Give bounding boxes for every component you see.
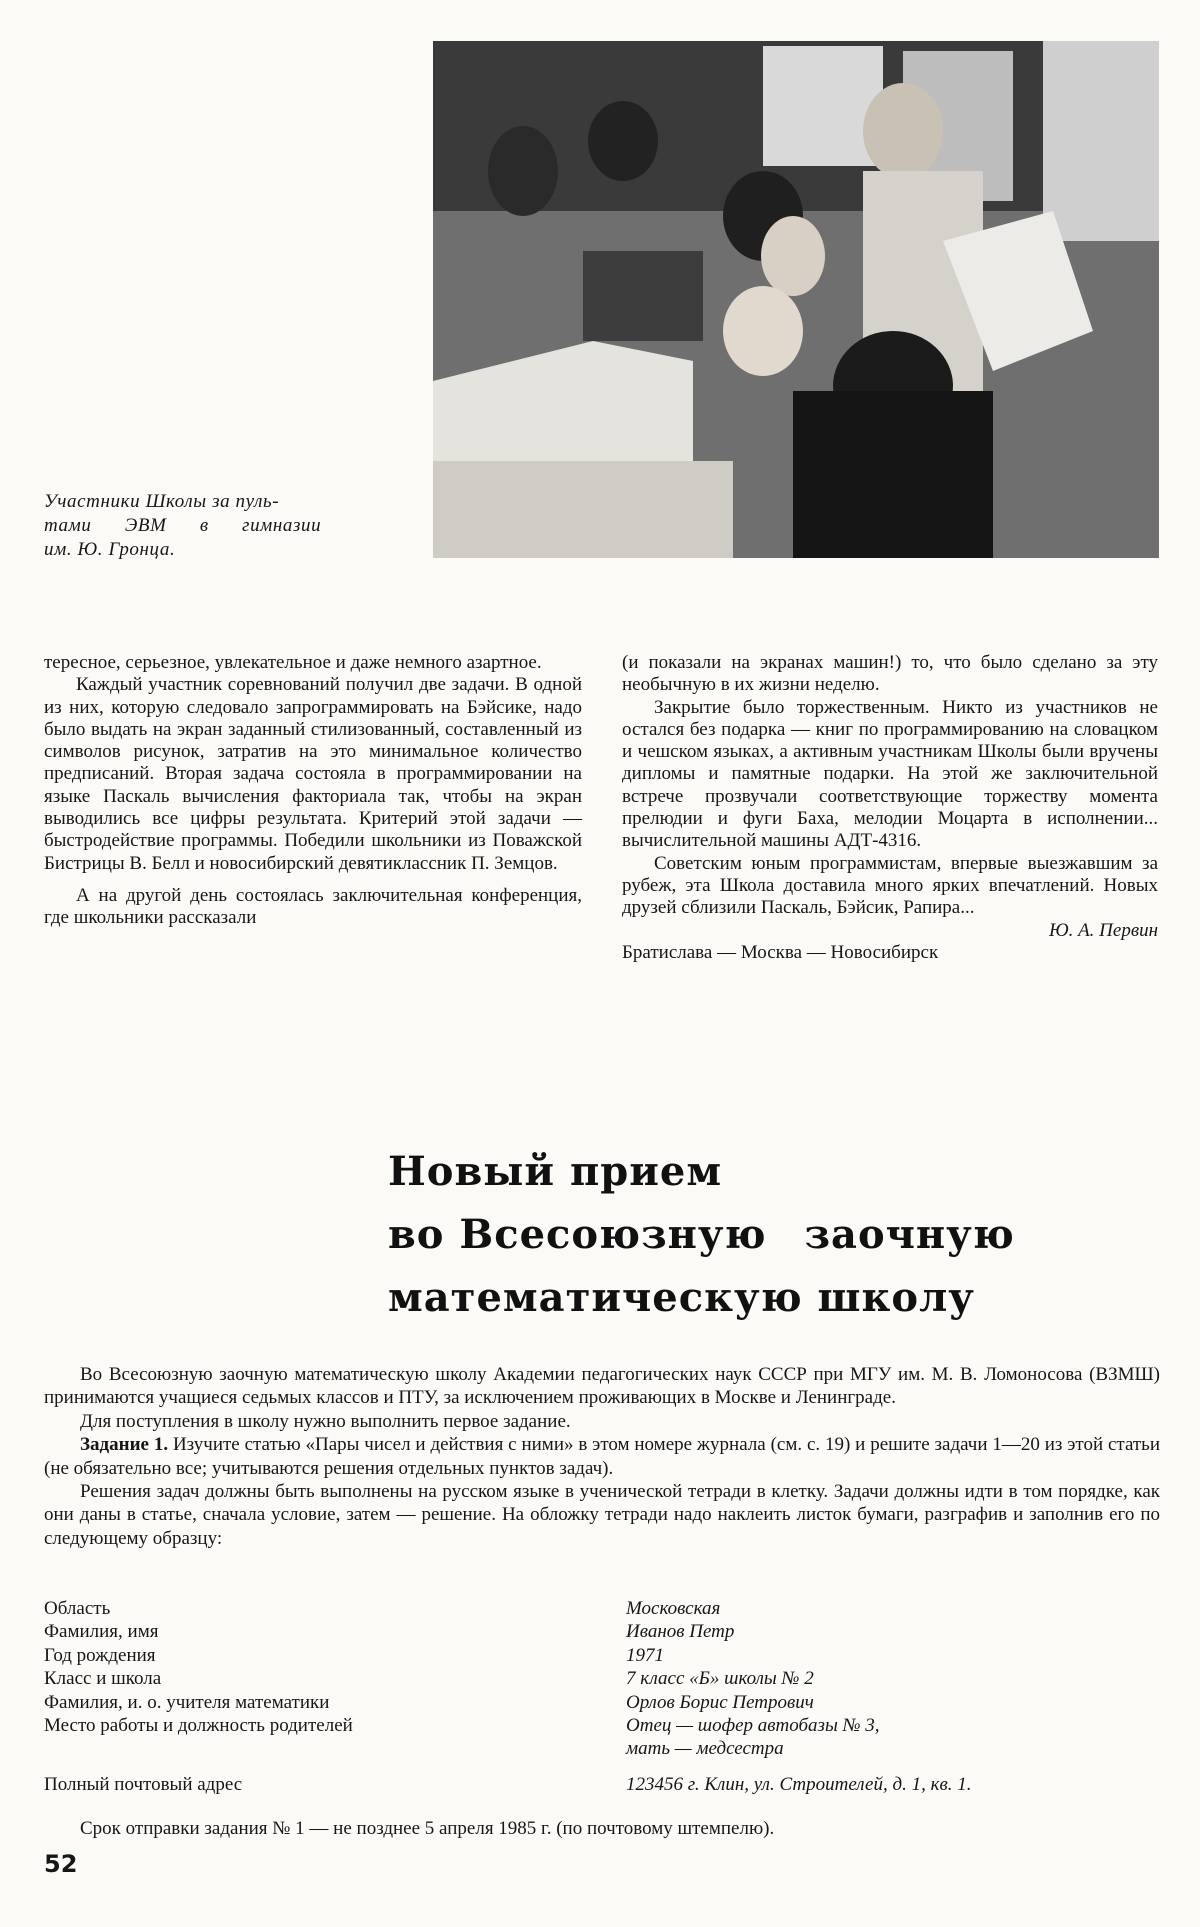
headline-line: Новый прием [388,1148,723,1195]
form-row [44,1597,1160,1620]
paragraph: (и показали на экранах машин!) то, что было сделано за эту необычную в их жизни неделю. [622,652,1158,696]
paragraph: Каждый участник соревнований получил две задачи. В одной из них, которую следовало запрограммировать на Бэйсике, надо было выдать на экран заданный стилизованный, составленный из символов рисунок, затратив на это минимальное количество предписаний. Вторая задача состояла в программировании на языке Паскаль вычисления факториала так, чтобы на экран выводились все цифры результата. Критерий этой задачи — быстродействие программы. Победили школьники из Поважской Бистрицы В. Белл и новосибирский девятиклассник П. Земцов. [44,674,582,874]
task-text: Изучите статью «Пары чисел и действия с ними» в этом номере журнала (см. с. 19) и решите задачи 1—20 из этой статьи (не обязательно все; учитываются решения отдельных пунктов задач). [44,1434,1161,1479]
form-label: Полный почтовый адрес [44,1773,243,1795]
caption-line: Участники Школы за пуль- [44,491,280,512]
paragraph: Во Всесоюзную заочную математическую школу Академии педагогических наук СССР при МГУ им. М. В. Ломоносова (ВЗМШ) принимаются учащиеся седьмых классов и ПТУ, за исключением проживающих в Москве и Ленинграде. [44,1364,1160,1409]
form-row [44,1644,1160,1667]
headline-line [388,1203,1088,1266]
form-row [44,1737,1160,1760]
form-row [44,1667,1160,1690]
form-value: Орлов Борис Петрович [626,1691,814,1713]
form-label: Фамилия, и. о. учителя математики [44,1691,330,1713]
caption-line: им. Ю. Гронца. [44,539,176,560]
sample-form [44,1597,1160,1796]
deadline-note: Срок отправки задания № 1 — не позднее 5 апреля 1985 г. (по почтовому штемпелю). [80,1818,775,1839]
paragraph: Решения задач должны быть выполнены на русском языке в ученической тетради в клетку. Задачи должны идти в том порядке, как они даны в статье, сначала условие, затем — решение. На обложку тетради надо наклеить листок бумаги, разграфив и заполнив его по следующему образцу: [44,1481,1160,1549]
form-value: Отец — шофер автобазы № 3, [626,1714,880,1736]
form-value: 7 класс «Б» школы № 2 [626,1668,814,1690]
form-label: Место работы и должность родителей [44,1714,353,1736]
author-signature: Ю. А. Первин [1048,919,1158,941]
form-row [44,1714,1160,1737]
paragraph: Советским юным программистам, впервые выезжавшим за рубеж, эта Школа доставила много ярких впечатлений. Новых друзей сблизили Паскаль, Бэйсик, Рапира... [622,852,1158,919]
photo-caption [44,490,384,562]
photo-image [433,41,1159,558]
form-value: Московская [626,1598,721,1619]
headline-word: заочную [804,1211,1015,1258]
form-row [44,1691,1160,1714]
paragraph: тересное, серьезное, увлекательное и даже немного азартное. [44,652,542,673]
paragraph: Закрытие было торжественным. Никто из участников не остался без подарка — книг по программированию на словацком и чешском языках, а активным участникам Школы были вручены дипломы и памятные подарки. На этой же заключительной встрече прозвучали соответствующие торжеству момента прелюдии и фуги Баха, мелодии Моцарта в исполнении... вычислительной машины АДТ-4316. [622,696,1158,852]
article-column-left [44,652,582,930]
dateline: Братислава — Москва — Новосибирск [622,941,939,963]
headline-line: математическую школу [388,1274,975,1321]
photo-students-at-computers [433,41,1159,558]
announcement-headline [388,1140,1088,1329]
form-value: Иванов Петр [626,1621,735,1643]
form-value: 1971 [626,1644,664,1666]
form-label: Фамилия, имя [44,1621,159,1643]
form-label: Год рождения [44,1644,156,1666]
headline-word: во Всесоюзную [388,1211,767,1258]
form-row [44,1773,1160,1796]
announcement-body [44,1363,1160,1550]
caption-line: тами ЭВМ в гимназии [44,515,322,536]
form-value: мать — медсестра [626,1738,784,1760]
form-value: 123456 г. Клин, ул. Строителей, д. 1, кв. 1. [626,1773,972,1795]
paragraph: А на другой день состоялась заключительная конференция, где школьники рассказали [44,884,582,929]
page-number: 52 [44,1850,78,1878]
form-row [44,1620,1160,1643]
task-label: Задание 1. [80,1434,169,1456]
paragraph: Для поступления в школу нужно выполнить первое задание. [80,1410,571,1432]
article-column-right [622,652,1158,964]
paragraph [44,1433,1160,1480]
form-label: Область [44,1598,111,1619]
form-label: Класс и школа [44,1668,162,1690]
